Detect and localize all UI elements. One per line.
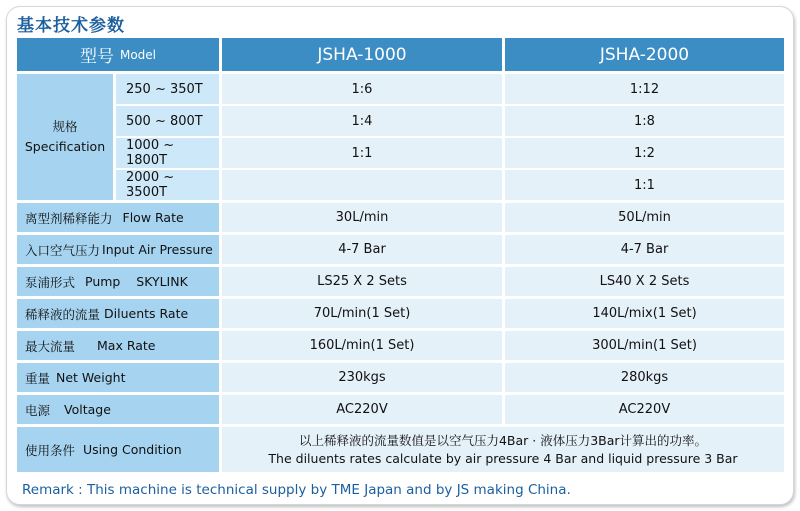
model-header-cn: 型号 [79, 47, 114, 67]
row-value: 300L/min(1 Set) [505, 331, 784, 360]
spec-range: 2000 ~ 3500T [116, 170, 219, 200]
spec-range: 500 ~ 800T [116, 106, 219, 136]
spec-value [222, 170, 502, 200]
spec-value: 1:8 [505, 106, 784, 136]
row-label-en: Diluents Rate [104, 306, 189, 321]
model-header-en: Model [119, 47, 157, 62]
row-value: 50L/min [505, 203, 784, 232]
row-label-cn: 入口空气压力 [25, 242, 101, 258]
spec-value: 1:12 [505, 74, 784, 104]
row-value: 4-7 Bar [505, 235, 784, 264]
row-value: 70L/min(1 Set) [222, 299, 502, 328]
model-header [17, 38, 219, 71]
specification-label-cn: 规格 [52, 119, 78, 134]
row-value: AC220V [505, 395, 784, 424]
row-label-en: Flow Rate [122, 210, 184, 225]
row-label-en: Net Weight [56, 370, 126, 385]
condition-text-cn: 以上稀释液的流量数值是以空气压力4Bar · 液体压力3Bar计算出的功率。 [298, 432, 708, 448]
row-label-input-air-pressure [17, 235, 219, 264]
row-label-cn: 最大流量 [25, 338, 76, 354]
row-label-cn: 使用条件 [25, 442, 76, 458]
row-label-en: Max Rate [97, 338, 156, 353]
row-label-diluents-rate [17, 299, 219, 328]
row-label-max-rate [17, 331, 219, 360]
row-label-en: Input Air Pressure [102, 242, 213, 257]
row-value: 160L/min(1 Set) [222, 331, 502, 360]
spec-range: 1000 ~ 1800T [116, 138, 219, 168]
spec-value: 1:2 [505, 138, 784, 168]
spec-value: 1:1 [505, 170, 784, 200]
row-label-using-condition [17, 427, 219, 472]
spec-value: 1:4 [222, 106, 502, 136]
row-value: LS25 X 2 Sets [222, 267, 502, 296]
row-value: LS40 X 2 Sets [505, 267, 784, 296]
row-value: 140L/mix(1 Set) [505, 299, 784, 328]
model-jsha-2000: JSHA-2000 [505, 38, 784, 71]
row-label-cn: 稀释液的流量 [25, 306, 101, 322]
row-label-cn: 重量 [25, 370, 51, 386]
row-value: 280kgs [505, 363, 784, 392]
row-label-cn: 泵浦形式 [25, 274, 76, 290]
row-value: 30L/min [222, 203, 502, 232]
remark-text: Remark : This machine is technical supply by TME Japan and by JS making China. [22, 482, 571, 498]
spec-value: 1:6 [222, 74, 502, 104]
row-label-en: Using Condition [83, 442, 182, 457]
specification-label [17, 74, 113, 200]
spec-value: 1:1 [222, 138, 502, 168]
model-jsha-1000: JSHA-1000 [222, 38, 502, 71]
spec-range: 250 ~ 350T [116, 74, 219, 104]
row-label-en: Pump SKYLINK [85, 274, 188, 289]
row-value: 230kgs [222, 363, 502, 392]
row-label-en: Voltage [64, 402, 111, 417]
condition-text [222, 427, 784, 472]
row-label-voltage [17, 395, 219, 424]
row-value: 4-7 Bar [222, 235, 502, 264]
row-label-cn: 电源 [25, 402, 51, 418]
condition-text-en: The diluents rates calculate by air pressure 4 Bar and liquid pressure 3 Bar [268, 450, 738, 466]
row-label-net-weight [17, 363, 219, 392]
row-label-cn: 离型剂稀释能力 [25, 210, 113, 226]
specification-label-en: Specification [24, 139, 106, 154]
row-label-flow-rate [17, 203, 219, 232]
page-title: 基本技术参数 [17, 16, 125, 36]
row-value: AC220V [222, 395, 502, 424]
row-label-pump [17, 267, 219, 296]
